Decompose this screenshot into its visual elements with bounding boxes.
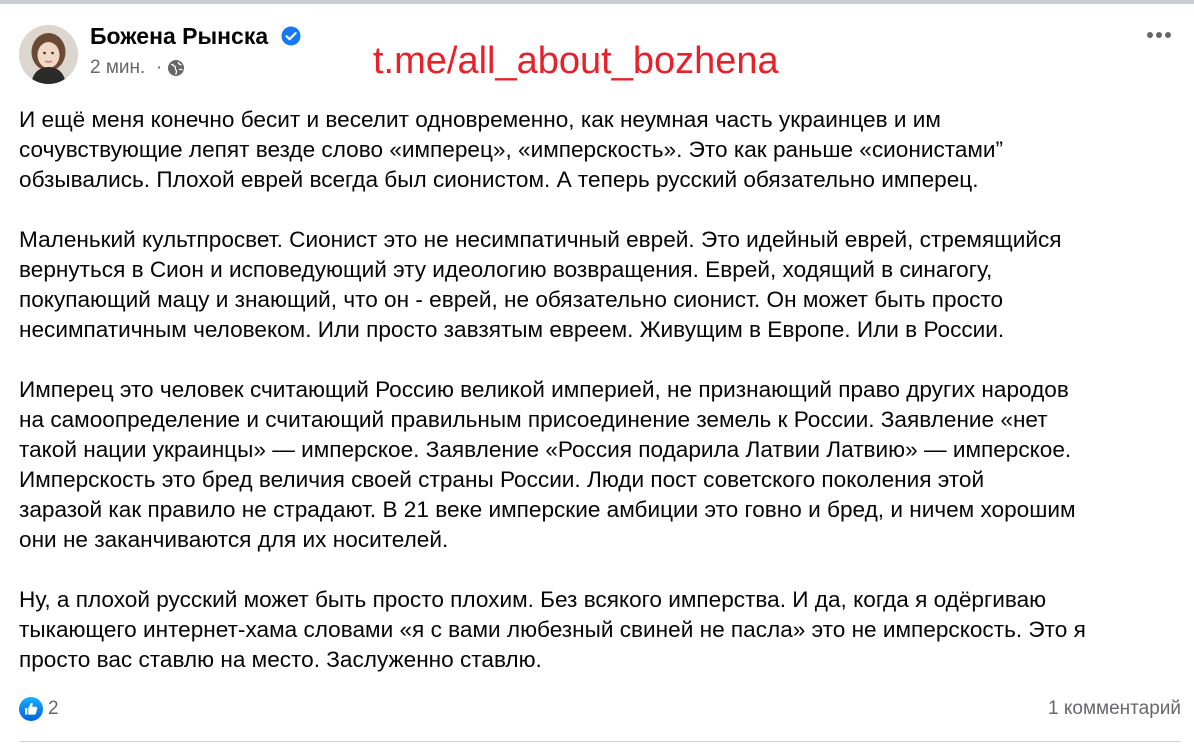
globe-icon[interactable] (167, 59, 185, 77)
post-timestamp[interactable]: 2 мин. (90, 57, 146, 78)
more-options-button[interactable] (1143, 22, 1175, 48)
author-avatar[interactable] (19, 25, 78, 84)
verified-badge-icon (281, 26, 301, 46)
action-bar-divider (19, 741, 1181, 742)
more-options-icon (1147, 32, 1153, 38)
post-paragraph: Ну, а плохой русский может быть просто плохим. Без всякого имперства. И да, когда я одёргиваю тыкающего интернет-хама словами «я с вами любезный свиней не пасла» это не имперскость. Это я просто вас ставлю на место. Заслуженно ставлю. (19, 587, 1086, 672)
reaction-count[interactable]: 2 (48, 698, 59, 719)
post-paragraph: И ещё меня конечно бесит и веселит одновременно, как неумная часть украинцев и им сочувствующие лепят везде слово «имперец», «имперскость». Это как раньше «сионистами” обзывались. Плохой еврей всегда был сионистом. А теперь русский обязательно имперец. (19, 107, 1004, 192)
like-reaction-icon[interactable] (19, 697, 43, 721)
comments-count-link[interactable]: 1 комментарий (1048, 698, 1181, 719)
post-text (19, 105, 1187, 675)
post-paragraph: Маленький культпросвет. Сионист это не несимпатичный еврей. Это идейный еврей, стремящийся вернуться в Сион и исповедующий эту идеологию возвращения. Еврей, ходящий в синагогу, покупающий мацу и знающий, что он - еврей, не обязательно сионист. Он может быть просто несимпатичным человеком. Или просто завзятым евреем. Живущим в Европе. Или в России. (19, 227, 1062, 342)
author-name[interactable]: Божена Рынска (90, 23, 269, 49)
meta-separator: · (156, 57, 163, 78)
post-paragraph: Имперец это человек считающий Россию великой империей, не признающий право других народов на самоопределение и считающий правильным присоединение земель к России. Заявление «нет такой нации украинцы» — имперское. Заявление «Россия подарила Латвии Латвию» — имперское. Имперскость это бред величия своей страны России. Люди пост советского поколения этой заразой как правило не страдают. В 21 веке имперские амбиции это говно и бред, и ничем хорошим они не заканчиваются для их носителей. (19, 377, 1076, 552)
channel-watermark: t.me/all_about_bozhena (373, 40, 779, 82)
top-divider (0, 0, 1194, 4)
